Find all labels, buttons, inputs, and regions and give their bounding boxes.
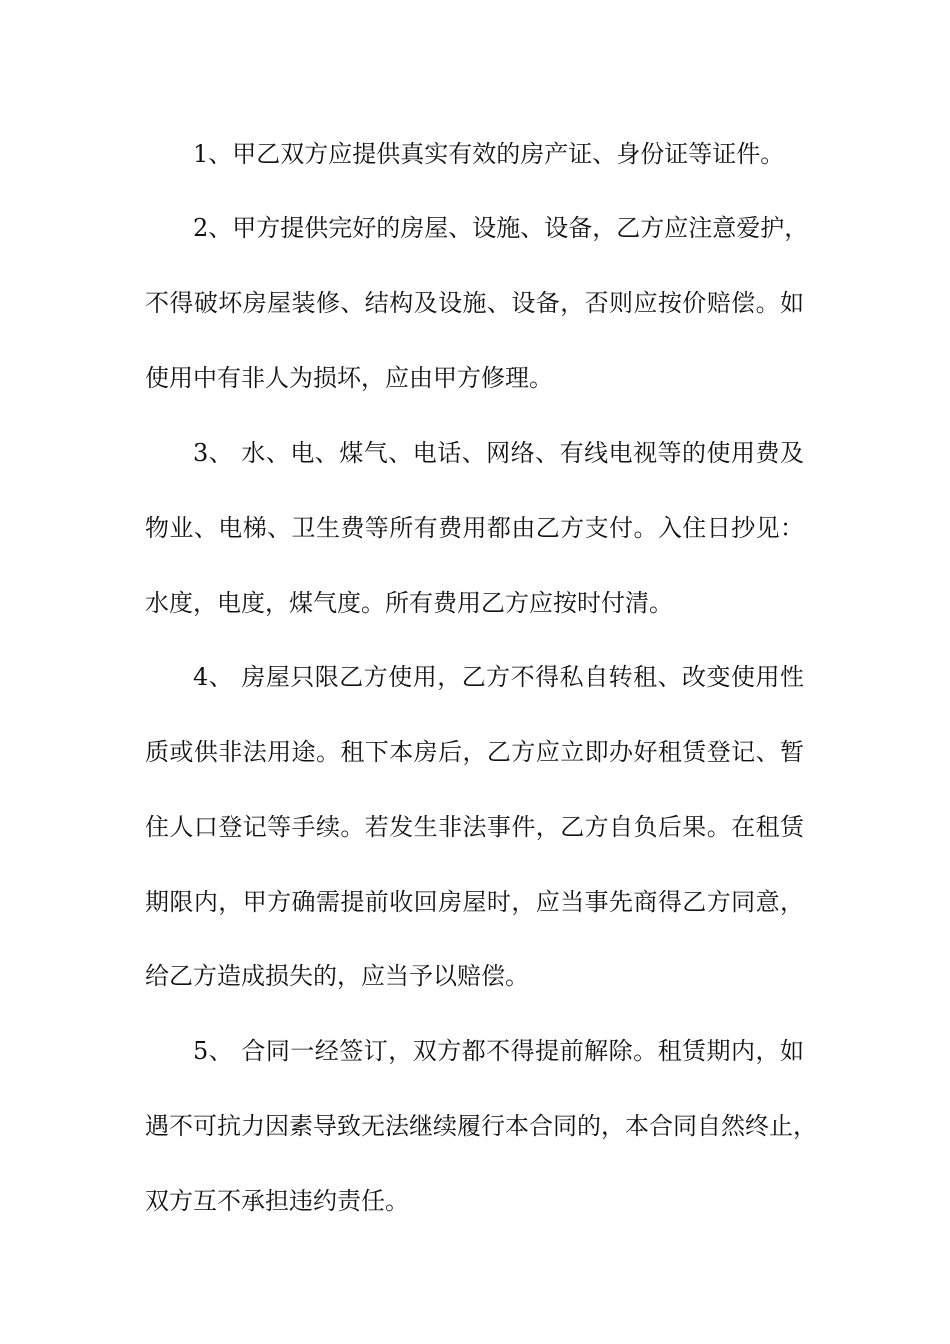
clause-4-line-4: 期限内，甲方确需提前收回房屋时，应当事先商得乙方同意，: [145, 888, 804, 916]
clause-4-line-5: 给乙方造成损失的，应当予以赔偿。: [145, 962, 529, 990]
clause-4-line-2: 质或供非法用途。租下本房后，乙方应立即办好租赁登记、暂: [145, 738, 804, 766]
clause-4-line-1: 4、 房屋只限乙方使用，乙方不得私自转租、改变使用性: [193, 663, 804, 691]
clause-1-line-1: 1、甲乙双方应提供真实有效的房产证、身份证等证件。: [193, 140, 785, 168]
clause-3-line-3: 水度，电度，煤气度。所有费用乙方应按时付清。: [145, 589, 673, 617]
clause-2-line-1: 2、甲方提供完好的房屋、设施、设备，乙方应注意爱护，: [193, 214, 809, 242]
clause-3-line-1: 3、 水、电、煤气、电话、网络、有线电视等的使用费及: [193, 439, 804, 467]
clause-5-line-2: 遇不可抗力因素导致无法继续履行本合同的，本合同自然终止，: [145, 1112, 817, 1140]
clause-3-line-2: 物业、电梯、卫生费等所有费用都由乙方支付。入住日抄见：: [145, 514, 804, 542]
clause-5-line-1: 5、 合同一经签订，双方都不得提前解除。租赁期内，如: [193, 1037, 804, 1065]
clause-5-line-3: 双方互不承担违约责任。: [145, 1187, 409, 1215]
clause-2-line-2: 不得破坏房屋装修、结构及设施、设备，否则应按价赔偿。如: [145, 289, 804, 317]
clause-4-line-3: 住人口登记等手续。若发生非法事件，乙方自负后果。在租赁: [145, 813, 804, 841]
clause-2-line-3: 使用中有非人为损坏，应由甲方修理。: [145, 364, 553, 392]
